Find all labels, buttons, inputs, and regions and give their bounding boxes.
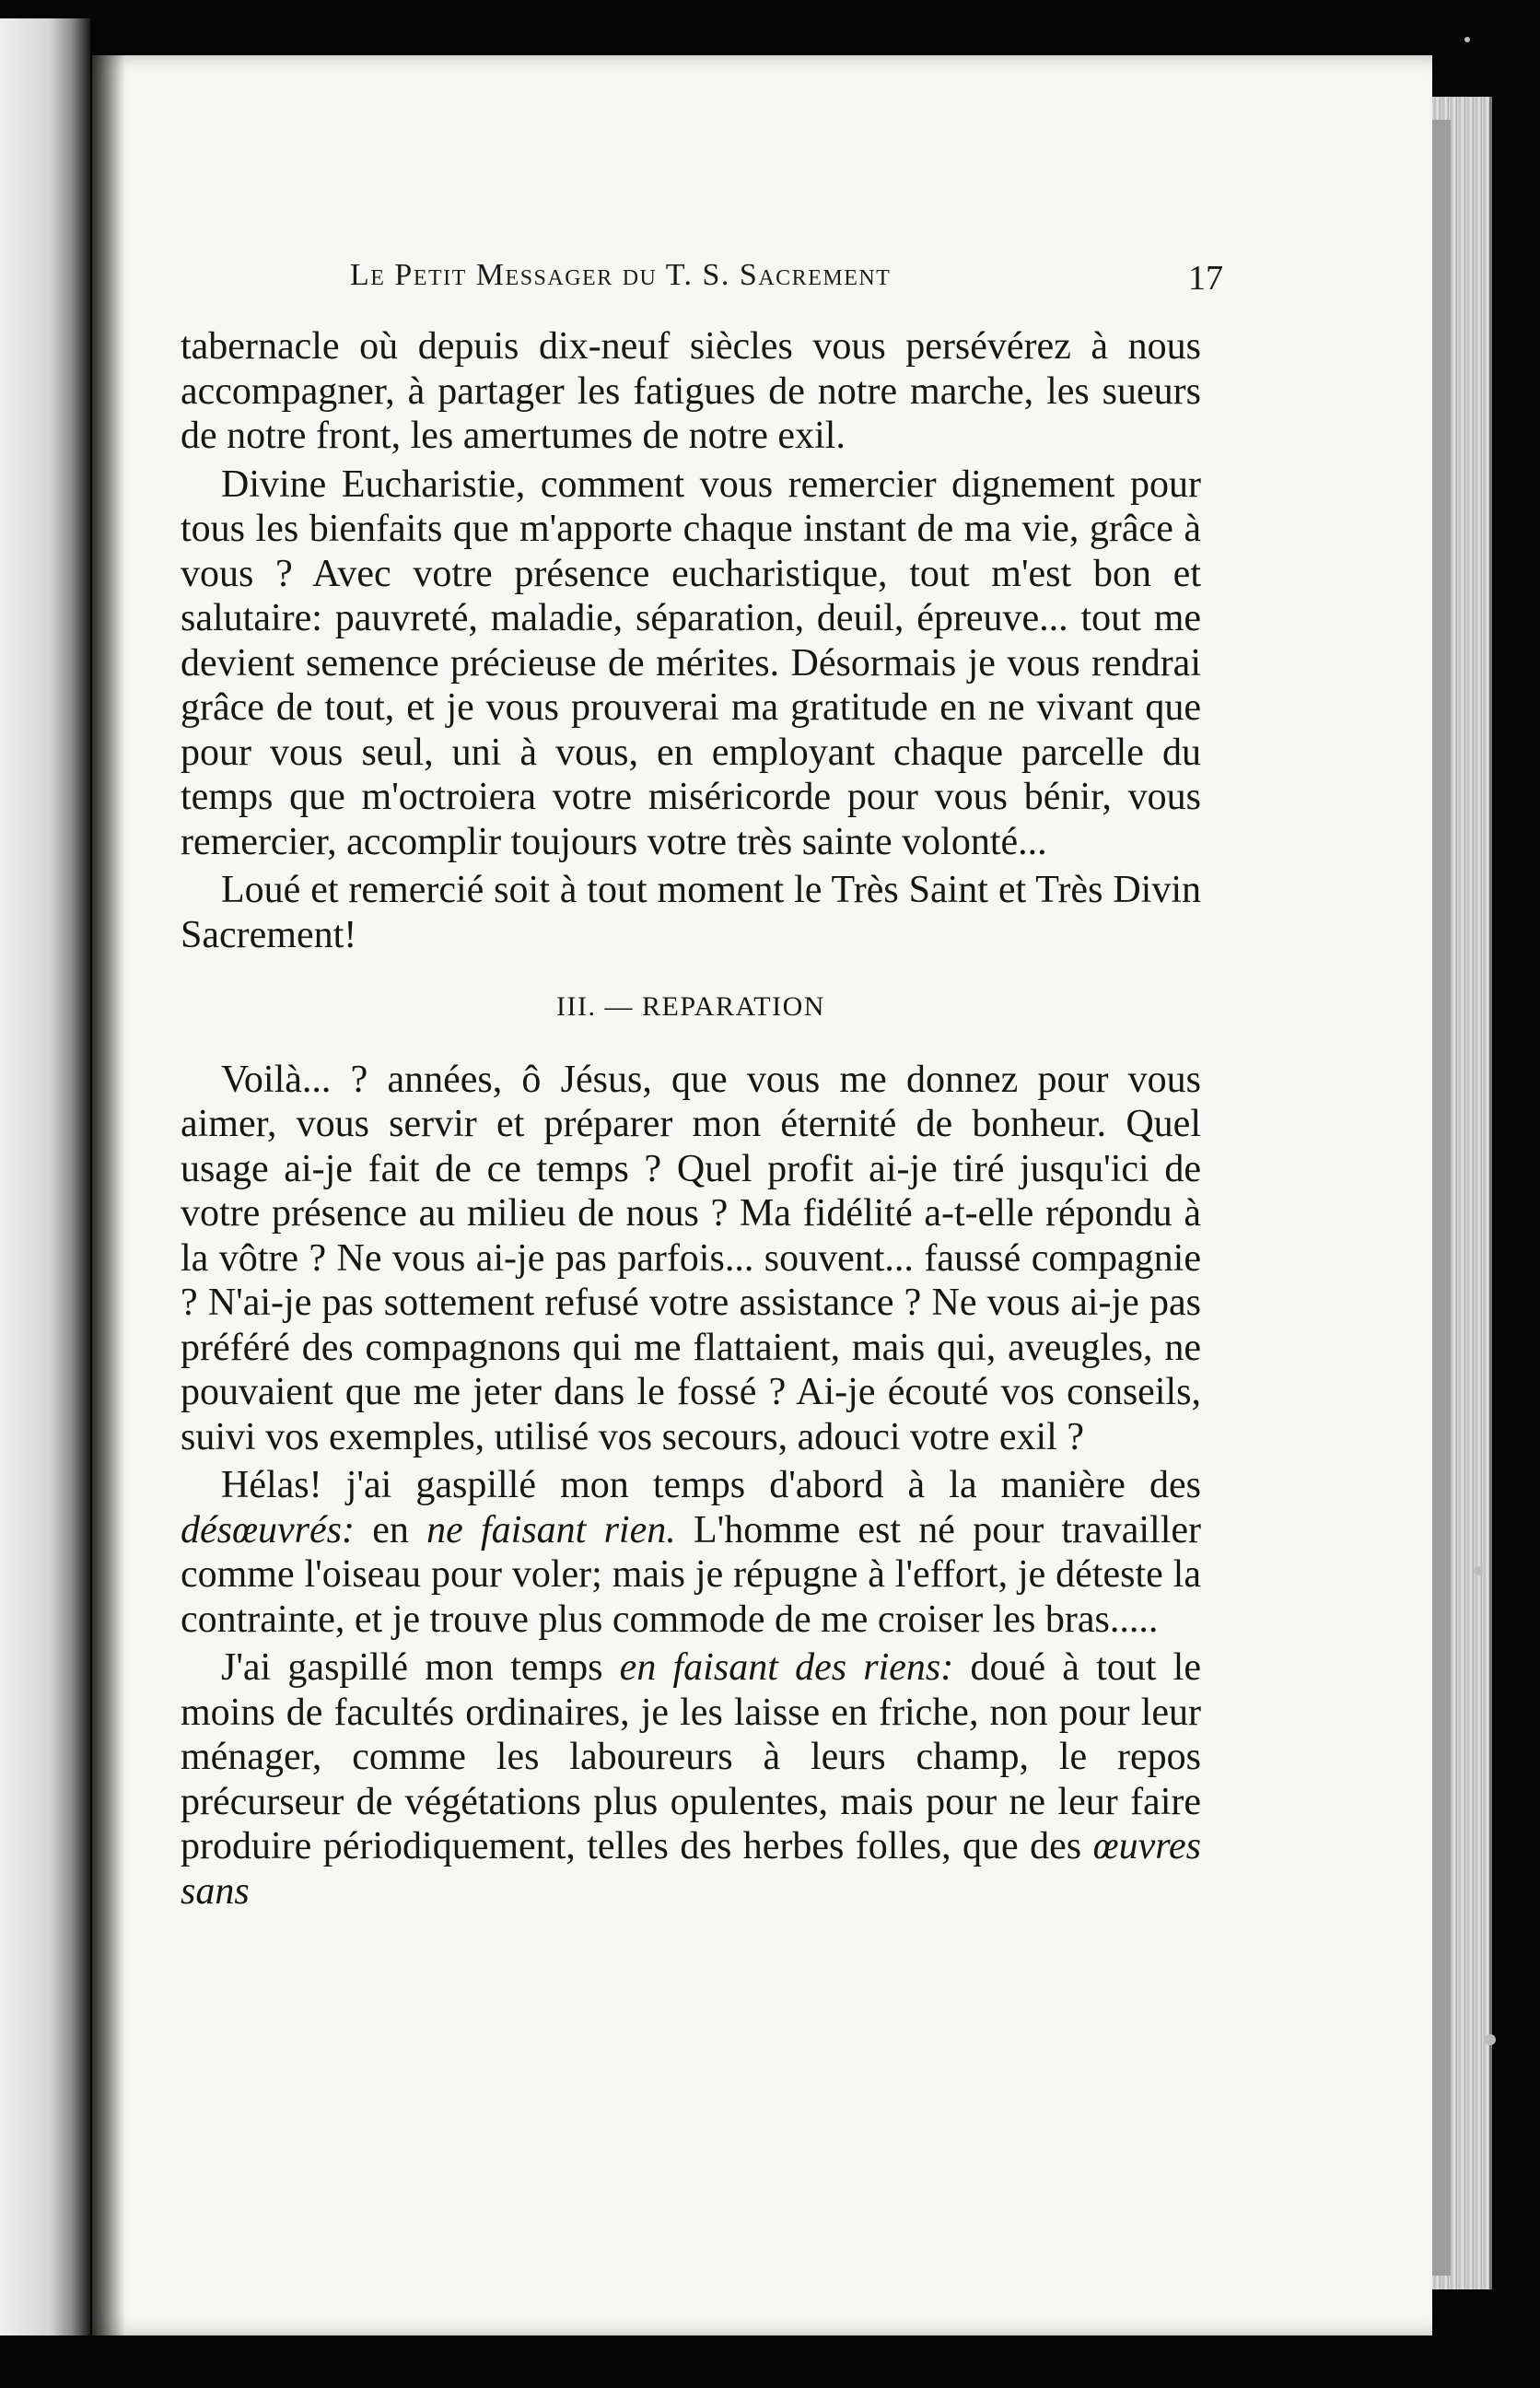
- italic-text: en faisant des riens:: [619, 1646, 954, 1689]
- paragraph: [181, 462, 1201, 865]
- italic-text: désœuvrés:: [181, 1508, 355, 1551]
- paragraph: [181, 1645, 1201, 1914]
- dust-speck: [1464, 37, 1470, 42]
- paragraph: [181, 1058, 1201, 1460]
- text-run: doué à tout le moins de facultés ordinaires, je les laisse en friche, non pour leur ménager, comme les laboureurs à leurs champ, le repos précurseur de végétations plus opulentes, mais pour ne leur faire produire périodiquement, telles des herbes folles, que des: [181, 1646, 1201, 1867]
- italic-text: ne faisant rien.: [426, 1508, 676, 1551]
- page-number: 17: [1188, 259, 1223, 298]
- text-run: tabernacle où depuis dix-neuf siècles vous persévérez à nous accompagner, à partager les fatigues de notre marche, les sueurs de notre front, les amertumes de notre exil.: [181, 325, 1201, 457]
- text-run: en: [354, 1508, 427, 1551]
- gutter-shadow: [92, 55, 125, 2335]
- paragraphs-after-section: [181, 1058, 1201, 1914]
- paragraph: [181, 1463, 1201, 1642]
- text-run: Loué et remercié soit à tout moment le Très Saint et Très Divin Sacrement!: [181, 869, 1201, 956]
- dust-speck: [1474, 1566, 1483, 1575]
- dust-speck: [1485, 2034, 1496, 2045]
- text-run: L'homme est né pour travailler comme l'oiseau pour voler; mais je répugne à l'effort, je déteste la contrainte, et je trouve plus commode de me croiser les bras.....: [181, 1508, 1201, 1641]
- page-stack-shadow: [1432, 120, 1451, 2276]
- text-run: J'ai gaspillé mon temps: [221, 1646, 620, 1689]
- text-run: Divine Eucharistie, comment vous remercier dignement pour tous les bienfaits que m'apporte chaque instant de ma vie, grâce à vous ? Avec votre présence eucharistique, tout m'est bon et salutaire: pauvreté, maladie, séparation, deuil, épreuve... tout me devient semence précieuse de mérites. Désormais je vous rendrai grâce de tout, et je vous prouverai ma gratitude en ne vivant que pour vous seul, uni à vous, en employant chaque parcelle du temps que m'octroiera votre miséricorde pour vous bénir, vous remercier, accomplir toujours votre très sainte volonté...: [181, 462, 1201, 863]
- text-run: Hélas! j'ai gaspillé mon temps d'abord à la manière des: [221, 1464, 1201, 1506]
- running-header: Le Petit Messager du T. S. Sacrement: [350, 258, 892, 292]
- paragraph: [181, 868, 1201, 957]
- section-heading: III. — REPARATION: [556, 991, 825, 1022]
- text-run: Voilà... ? années, ô Jésus, que vous me donnez pour vous aimer, vous servir et préparer mon éternité de bonheur. Quel usage ai-je fait de ce temps ? Quel profit ai-je tiré jusqu'ici de votre présence au milieu de nous ? Ma fidélité a-t-elle répondu à la vôtre ? Ne vous ai-je pas parfois... souvent... faussé compagnie ? N'ai-je pas sottement refusé votre assistance ? Ne vous ai-je pas préféré des compagnons qui me flattaient, mais qui, aveugles, ne pouvaient que me jeter dans le fossé ? Ai-je écouté vos conseils, suivi vos exemples, utilisé vos secours, adouci votre exil ?: [181, 1058, 1201, 1458]
- italic-text: œuvres sans: [181, 1825, 1201, 1913]
- paragraph: [181, 324, 1201, 459]
- facing-page-edge: [0, 18, 90, 2335]
- paragraphs-before-section: [181, 324, 1201, 957]
- body-text: [181, 324, 1201, 1914]
